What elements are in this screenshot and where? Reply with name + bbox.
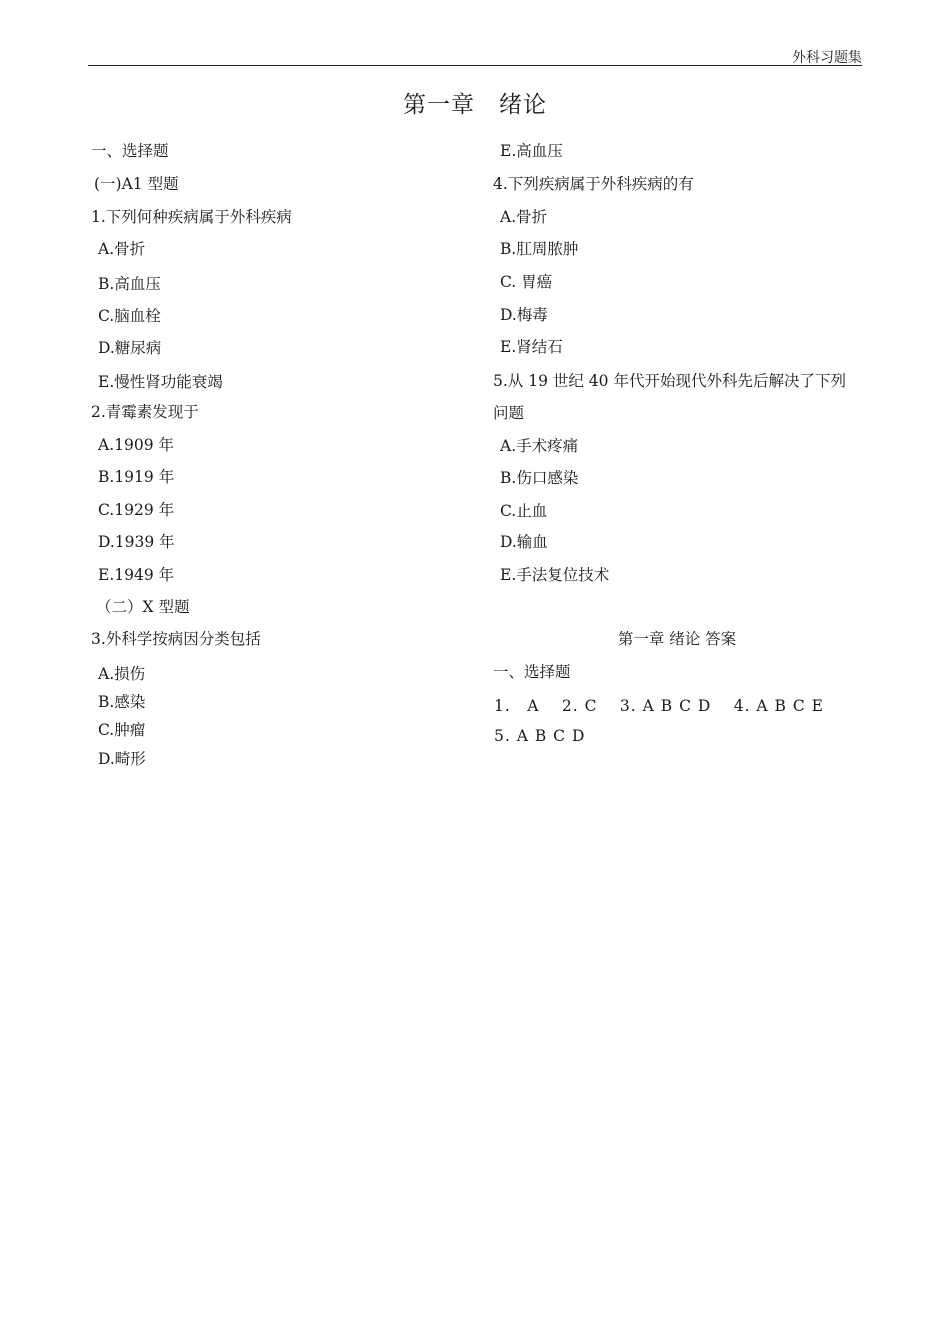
section-heading: 一、选择题 (91, 142, 169, 160)
q4-option-e: E.肾结石 (500, 338, 563, 356)
q2-option-c: C.1929 年 (98, 501, 175, 519)
q2-option-a: A.1909 年 (98, 436, 174, 454)
chapter-title: 第一章 绪论 (403, 92, 547, 118)
header-rule (88, 65, 862, 66)
q4-option-c: C. 胃癌 (500, 273, 553, 291)
q4-option-d: D.梅毒 (500, 306, 548, 324)
q5-option-c: C.止血 (500, 502, 548, 520)
q3-option-a: A.损伤 (98, 665, 146, 683)
q3-option-d: D.畸形 (98, 750, 146, 768)
answer-line-1: 1. A 2. C 3. A B C D 4. A B C E (494, 697, 824, 715)
answer-section-heading: 一、选择题 (493, 663, 571, 681)
answer-line-2: 5. A B C D (494, 727, 586, 745)
q1-option-b: B.高血压 (98, 275, 161, 293)
q5-option-b: B.伤口感染 (500, 469, 579, 487)
q5-option-e: E.手法复位技术 (500, 566, 610, 584)
q1-option-e: E.慢性肾功能衰竭 (98, 373, 223, 391)
subsection-x: （二）X 型题 (96, 598, 190, 616)
q2-option-b: B.1919 年 (98, 468, 175, 486)
q4-option-a: A.骨折 (500, 208, 548, 226)
q2-option-e: E.1949 年 (98, 566, 175, 584)
q4-option-b: B.肛周脓肿 (500, 240, 579, 258)
question-3: 3.外科学按病因分类包括 (91, 630, 261, 648)
question-1: 1.下列何种疾病属于外科疾病 (91, 208, 292, 226)
q5-option-a: A.手术疼痛 (500, 437, 579, 455)
answer-key-title: 第一章 绪论 答案 (617, 630, 737, 648)
q2-option-d: D.1939 年 (98, 533, 175, 551)
question-5-continued: 问题 (493, 404, 525, 422)
question-5: 5.从 19 世纪 40 年代开始现代外科先后解决了下列 (493, 372, 846, 390)
q3-option-c: C.肿瘤 (98, 721, 146, 739)
q3-option-b: B.感染 (98, 693, 146, 711)
question-4: 4.下列疾病属于外科疾病的有 (493, 175, 694, 193)
subsection-a1: (一)A1 型题 (94, 175, 179, 193)
q1-option-d: D.糖尿病 (98, 339, 162, 357)
running-header: 外科习题集 (792, 50, 862, 66)
q1-option-a: A.骨折 (98, 240, 146, 258)
question-2: 2.青霉素发现于 (91, 403, 199, 421)
q1-option-c: C.脑血栓 (98, 307, 161, 325)
q5-option-d: D.输血 (500, 533, 548, 551)
q3-option-e: E.高血压 (500, 142, 563, 160)
